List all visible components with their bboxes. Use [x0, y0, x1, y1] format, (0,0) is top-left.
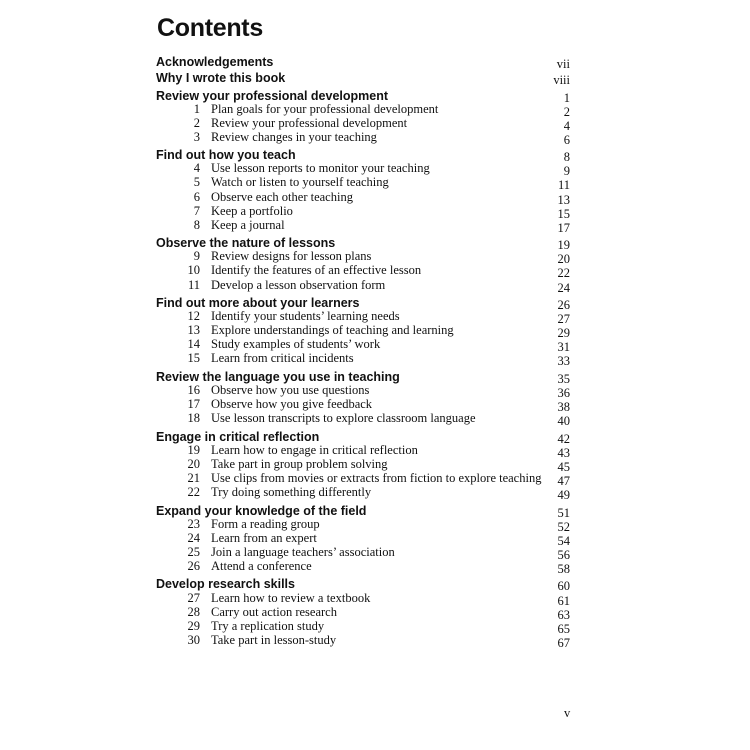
entry-title: Learn from an expert — [211, 530, 317, 545]
entry-title: Review changes in your teaching — [211, 129, 377, 144]
toc-entry — [156, 458, 572, 472]
toc-entry — [156, 351, 572, 369]
entry-title: Watch or listen to yourself teaching — [211, 175, 389, 190]
entry-number: 19 — [187, 442, 200, 457]
section-title: Acknowledgements — [156, 54, 274, 69]
section-title: Why I wrote this book — [156, 71, 286, 85]
toc-entry — [156, 131, 572, 145]
entry-number: 13 — [187, 323, 200, 338]
page-number: 6 — [563, 132, 570, 147]
section-title: Expand your knowledge of the field — [156, 503, 367, 518]
toc-entry — [156, 189, 572, 207]
page-number: viii — [553, 73, 570, 87]
toc-entry — [156, 219, 572, 233]
page-number: 26 — [557, 298, 570, 313]
entry-title: Use clips from movies or extracts from fiction to explore teaching — [211, 470, 542, 485]
entry-number: 15 — [187, 351, 200, 366]
entry-number: 2 — [193, 115, 200, 130]
page-number: 67 — [557, 635, 570, 650]
page-number: 19 — [557, 238, 570, 253]
toc-entry — [156, 546, 572, 560]
page-number: 63 — [557, 607, 570, 622]
toc-section-heading — [156, 69, 572, 86]
section-title: Develop research skills — [156, 577, 295, 592]
toc-entry — [156, 590, 572, 608]
page-number: 11 — [557, 178, 570, 193]
entry-title: Try a replication study — [211, 618, 325, 633]
page-number: 54 — [557, 533, 570, 548]
page-number: 38 — [557, 400, 570, 415]
toc-entry — [156, 323, 572, 341]
page-number: 58 — [557, 561, 570, 576]
entry-title: Identify your students’ learning needs — [211, 309, 400, 324]
toc-section-heading — [156, 234, 572, 251]
toc-entry — [156, 161, 572, 179]
entry-title: Use lesson reports to monitor your teaching — [211, 161, 430, 176]
toc-entry — [156, 263, 572, 281]
entry-number: 25 — [187, 544, 200, 559]
page-number: 49 — [557, 488, 570, 503]
section-title: Review the language you use in teaching — [156, 369, 400, 384]
page-number: 31 — [557, 340, 570, 355]
entry-title: Carry out action research — [211, 604, 337, 619]
entry-number: 28 — [187, 604, 200, 619]
entry-number: 18 — [187, 411, 200, 426]
entry-number: 10 — [187, 263, 200, 278]
toc-entry — [156, 532, 572, 546]
entry-number: 8 — [193, 217, 200, 232]
entry-title: Form a reading group — [211, 516, 320, 531]
toc-section-heading — [156, 501, 572, 518]
toc-section-heading — [156, 146, 572, 163]
entry-number: 26 — [187, 558, 200, 573]
toc-section-heading — [156, 86, 572, 103]
entry-number: 9 — [193, 249, 200, 264]
page-number: 60 — [557, 579, 570, 594]
section-title: Review your professional development — [156, 88, 389, 103]
entry-title: Identify the features of an effective lesson — [211, 263, 422, 278]
entry-title: Join a language teachers’ association — [211, 544, 395, 559]
toc-section-heading — [156, 52, 572, 69]
entry-number: 24 — [187, 530, 200, 545]
page-number: 33 — [557, 354, 570, 369]
entry-number: 20 — [187, 456, 200, 471]
toc-entry — [156, 103, 572, 117]
page-number: 24 — [557, 280, 570, 295]
page-title: Contents — [157, 14, 263, 42]
entry-number: 5 — [193, 175, 200, 190]
page-number: 51 — [557, 505, 570, 520]
page-number: 56 — [557, 547, 570, 562]
toc-section-heading — [156, 367, 572, 384]
entry-number: 16 — [187, 383, 200, 397]
toc-entry — [156, 397, 572, 415]
toc-entry — [156, 309, 572, 327]
table-of-contents — [156, 52, 572, 648]
entry-title: Use lesson transcripts to explore classroom language — [211, 411, 476, 426]
section-title: Engage in critical reflection — [156, 429, 320, 444]
toc-entry — [156, 634, 572, 648]
toc-entry — [156, 277, 572, 295]
page-number: 4 — [563, 118, 570, 133]
entry-number: 4 — [193, 161, 200, 176]
entry-title: Review your professional development — [211, 115, 408, 130]
entry-title: Review designs for lesson plans — [211, 249, 372, 264]
toc-section-heading — [156, 575, 572, 592]
page-number: vii — [556, 56, 570, 71]
toc-entry — [156, 472, 572, 486]
toc-section-heading — [156, 294, 572, 311]
toc-entry — [156, 384, 572, 398]
entry-number: 23 — [187, 516, 200, 531]
toc-entry — [156, 205, 572, 219]
page-number: 2 — [563, 104, 570, 119]
entry-number: 30 — [187, 632, 200, 647]
entry-title: Observe each other teaching — [211, 189, 353, 204]
page-number: 65 — [557, 621, 570, 636]
page-number: 17 — [557, 220, 570, 235]
page-number: 20 — [557, 252, 570, 267]
entry-title: Study examples of students’ work — [211, 337, 381, 352]
page-number: 8 — [563, 150, 570, 165]
section-title: Find out how you teach — [156, 148, 296, 163]
toc-entry — [156, 337, 572, 355]
toc-entry — [156, 411, 572, 429]
entry-title: Take part in group problem solving — [211, 456, 388, 471]
entry-number: 3 — [193, 129, 200, 144]
entry-title: Keep a journal — [211, 217, 285, 232]
page-number: 9 — [563, 164, 570, 179]
section-title: Find out more about your learners — [156, 296, 360, 311]
page-number: 40 — [557, 414, 570, 429]
toc-entry — [156, 444, 572, 458]
page-number: 36 — [557, 386, 570, 400]
page-number: 43 — [557, 445, 570, 460]
entry-title: Learn from critical incidents — [211, 351, 354, 366]
entry-title: Keep a portfolio — [211, 203, 293, 218]
entry-title: Attend a conference — [211, 558, 312, 573]
toc-entry — [156, 175, 572, 193]
toc-entry — [156, 249, 572, 267]
page-number-footer: v — [564, 706, 571, 720]
page-number: 42 — [557, 431, 570, 446]
page-number: 15 — [557, 206, 570, 221]
section-title: Observe the nature of lessons — [156, 236, 336, 251]
entry-title: Learn how to review a textbook — [211, 590, 371, 605]
page-number: 13 — [557, 192, 570, 207]
entry-number: 27 — [187, 590, 200, 605]
toc-entry — [156, 485, 572, 503]
page-number: 61 — [557, 593, 570, 608]
page-number: 1 — [563, 90, 570, 105]
entry-title: Plan goals for your professional development — [211, 101, 439, 116]
entry-number: 21 — [187, 470, 200, 485]
entry-number: 11 — [187, 277, 200, 292]
page-number: 35 — [557, 371, 570, 386]
entry-title: Try doing something differently — [211, 485, 372, 500]
page-number: 52 — [557, 519, 570, 534]
entry-number: 12 — [187, 309, 200, 324]
entry-title: Develop a lesson observation form — [211, 277, 386, 292]
toc-entry — [156, 560, 572, 574]
toc-entry — [156, 117, 572, 131]
toc-entry — [156, 620, 572, 634]
entry-number: 17 — [187, 397, 200, 412]
entry-number: 22 — [187, 485, 200, 500]
entry-title: Explore understandings of teaching and learning — [211, 323, 454, 338]
page-number: 27 — [557, 312, 570, 327]
entry-title: Take part in lesson-study — [211, 632, 337, 647]
page-number: 45 — [557, 459, 570, 474]
page-number: 22 — [557, 266, 570, 281]
entry-number: 29 — [187, 618, 200, 633]
toc-entry — [156, 518, 572, 532]
entry-title: Observe how you use questions — [211, 383, 370, 397]
entry-title: Learn how to engage in critical reflection — [211, 442, 418, 457]
page-number: 47 — [557, 473, 570, 488]
toc-section-heading — [156, 427, 572, 444]
entry-number: 14 — [187, 337, 200, 352]
toc-entry — [156, 606, 572, 620]
entry-number: 6 — [193, 189, 200, 204]
entry-number: 7 — [193, 203, 200, 218]
page-number: 29 — [557, 326, 570, 341]
entry-number: 1 — [193, 101, 200, 116]
entry-title: Observe how you give feedback — [211, 397, 373, 412]
